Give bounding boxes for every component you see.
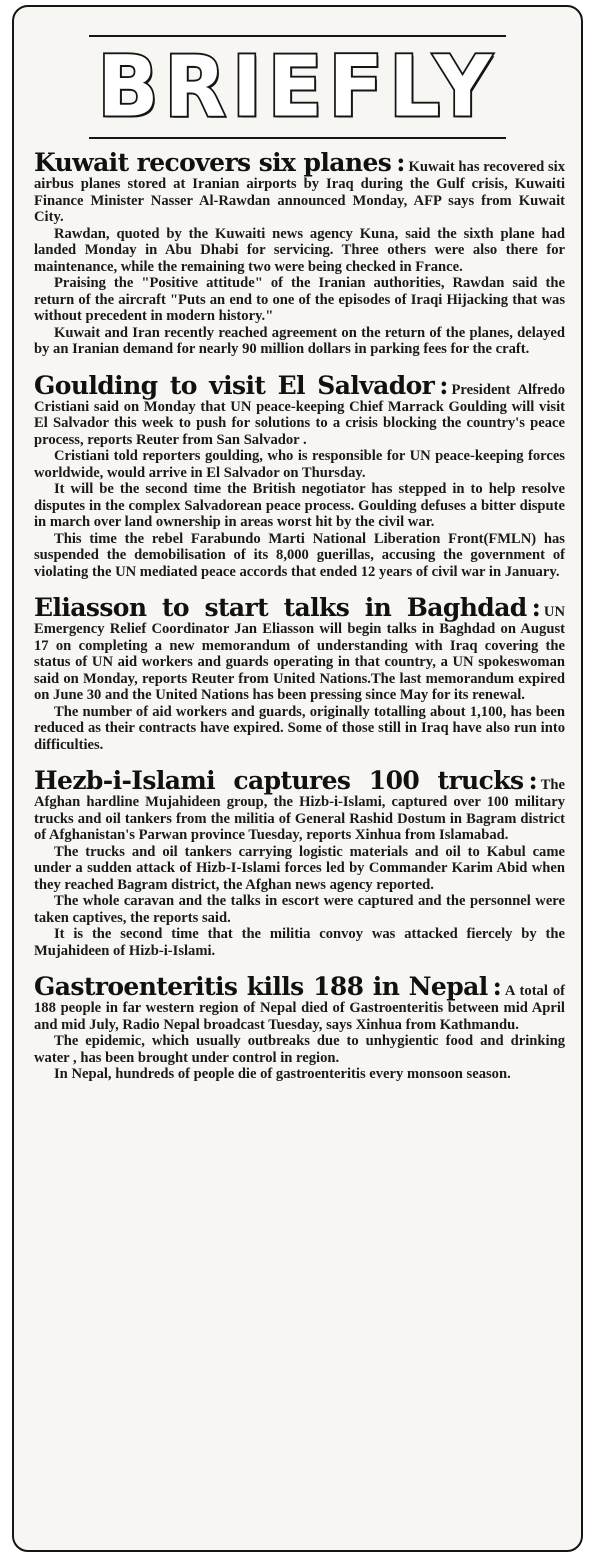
article-lead-paragraph (34, 767, 565, 844)
article-headline: Gastroenteritis kills 188 in Nepal (34, 972, 488, 1001)
article-paragraph: Rawdan, quoted by the Kuwaiti news agency Kuna, said the sixth plane had landed Monday in Abu Dhabi for servicing. Three others were also there for maintenance, while the remaining two were being checked in France. (34, 225, 565, 275)
headline-colon: : (492, 972, 502, 1001)
article-paragraph: Kuwait and Iran recently reached agreement on the return of the planes, delayed by an Iranian demand for nearly 90 million dollars in parking fees for the craft. (34, 324, 565, 357)
article-paragraph: Praising the "Positive attitude" of the Iranian authorities, Rawdan said the return of the aircraft "Puts an end to one of the episodes of Iraqi Hijacking that was without precedent in modern history." (34, 275, 565, 324)
article-paragraph: The number of aid workers and guards, originally totalling about 1,100, has been reduced as their contracts have expired. Some of those still in Iraq have also run into difficulties. (34, 703, 565, 753)
articles-list (34, 149, 565, 1097)
article-eliasson-baghdad (34, 594, 565, 753)
article-lead-paragraph (34, 149, 565, 226)
article-lead-text: Kuwait has recovered six airbus planes stored at Iranian airports by Iraq during the Gulf crisis, Kuwaiti Finance Minister Nasser Al-Rawdan announced Monday, AFP says from Kuwait City. (34, 159, 565, 225)
article-headline: Kuwait recovers six planes (34, 148, 392, 177)
masthead (14, 29, 581, 147)
article-lead-paragraph (34, 973, 565, 1033)
article-paragraph: The whole caravan and the talks in escort were captured and the personnel were taken captives, the reports said. (34, 893, 565, 926)
masthead-title: BRIEFLY (97, 37, 498, 136)
briefly-column-frame (12, 5, 583, 1552)
headline-colon: : (531, 593, 541, 622)
headline-colon: : (396, 148, 406, 177)
article-lead-text: President Alfredo Cristiani said on Monday that UN peace-keeping Chief Marrack Goulding will visit El Salvador this week to push for solutions to a crisis blocking the country's peace process, reports Reuter from San Salvador . (34, 381, 566, 448)
headline-colon: : (528, 766, 538, 795)
headline-colon: : (439, 370, 449, 400)
article-hezb-i-islami-trucks (34, 767, 565, 959)
masthead-rule-bottom (89, 137, 506, 139)
article-headline: Goulding to visit El Salvador (34, 370, 435, 400)
article-paragraph: It will be the second time the British negotiator has stepped in to help resolve disputes in the complex Salvadorean peace process. Goulding defuses a bitter dispute in march over land ownership in areas worst hit by the civil war. (34, 481, 565, 530)
article-lead-text: A total of 188 people in far western region of Nepal died of Gastroenteritis between mid April and mid July, Radio Nepal broadcast Tuesday, says Xinhua from Kathmandu. (34, 983, 566, 1033)
article-lead-text: UN Emergency Relief Coordinator Jan Eliasson will begin talks in Baghdad on August 17 on completing a new memorandum of understanding with Iraq covering the status of UN aid workers and guards operating in that country, a UN spokeswoman said on Monday, reports Reuter from United Nations.The last memorandum expired on June 30 and the United Nations has been pressing since May for its renewal. (34, 604, 565, 703)
article-paragraph: This time the rebel Farabundo Marti National Liberation Front(FMLN) has suspended the demobilisation of its 8,000 guerillas, accusing the government of violating the UN mediated peace accords that ended 12 years of civil war in January. (34, 530, 565, 580)
article-lead-text: The Afghan hardline Mujahideen group, the Hizb-i-Islami, captured over 100 military trucks and oil tankers from the militia of General Rashid Dostum in Bagram district of Afghanistan's Parwan province Tuesday, reports Xinhua from Islamabad. (34, 777, 565, 843)
article-goulding-el-salvador (34, 372, 565, 581)
article-paragraph: The epidemic, which usually outbreaks due to unhygientic food and drinking water , has been brought under control in region. (34, 1033, 565, 1066)
article-lead-paragraph (34, 594, 565, 704)
article-paragraph: The trucks and oil tankers carrying logistic materials and oil to Kabul came under a sudden attack of Hizb-I-Islami forces led by Commander Karim Abid when they reached Bagram district, the Afghan news agency reported. (34, 843, 565, 893)
article-gastroenteritis-nepal (34, 973, 565, 1083)
article-headline: Hezb-i-Islami captures 100 trucks (34, 766, 524, 795)
article-paragraph: Cristiani told reporters goulding, who is responsible for UN peace-keeping forces worldwide, would arrive in El Salvador on Thursday. (34, 448, 565, 481)
article-headline: Eliasson to start talks in Baghdad (34, 593, 527, 622)
article-lead-paragraph (34, 372, 565, 449)
article-paragraph: In Nepal, hundreds of people die of gastroenteritis every monsoon season. (54, 1066, 511, 1082)
article-paragraph: It is the second time that the militia convoy was attacked fiercely by the Mujahideen of Hizb-i-Islami. (34, 926, 565, 959)
article-kuwait-planes (34, 149, 565, 358)
